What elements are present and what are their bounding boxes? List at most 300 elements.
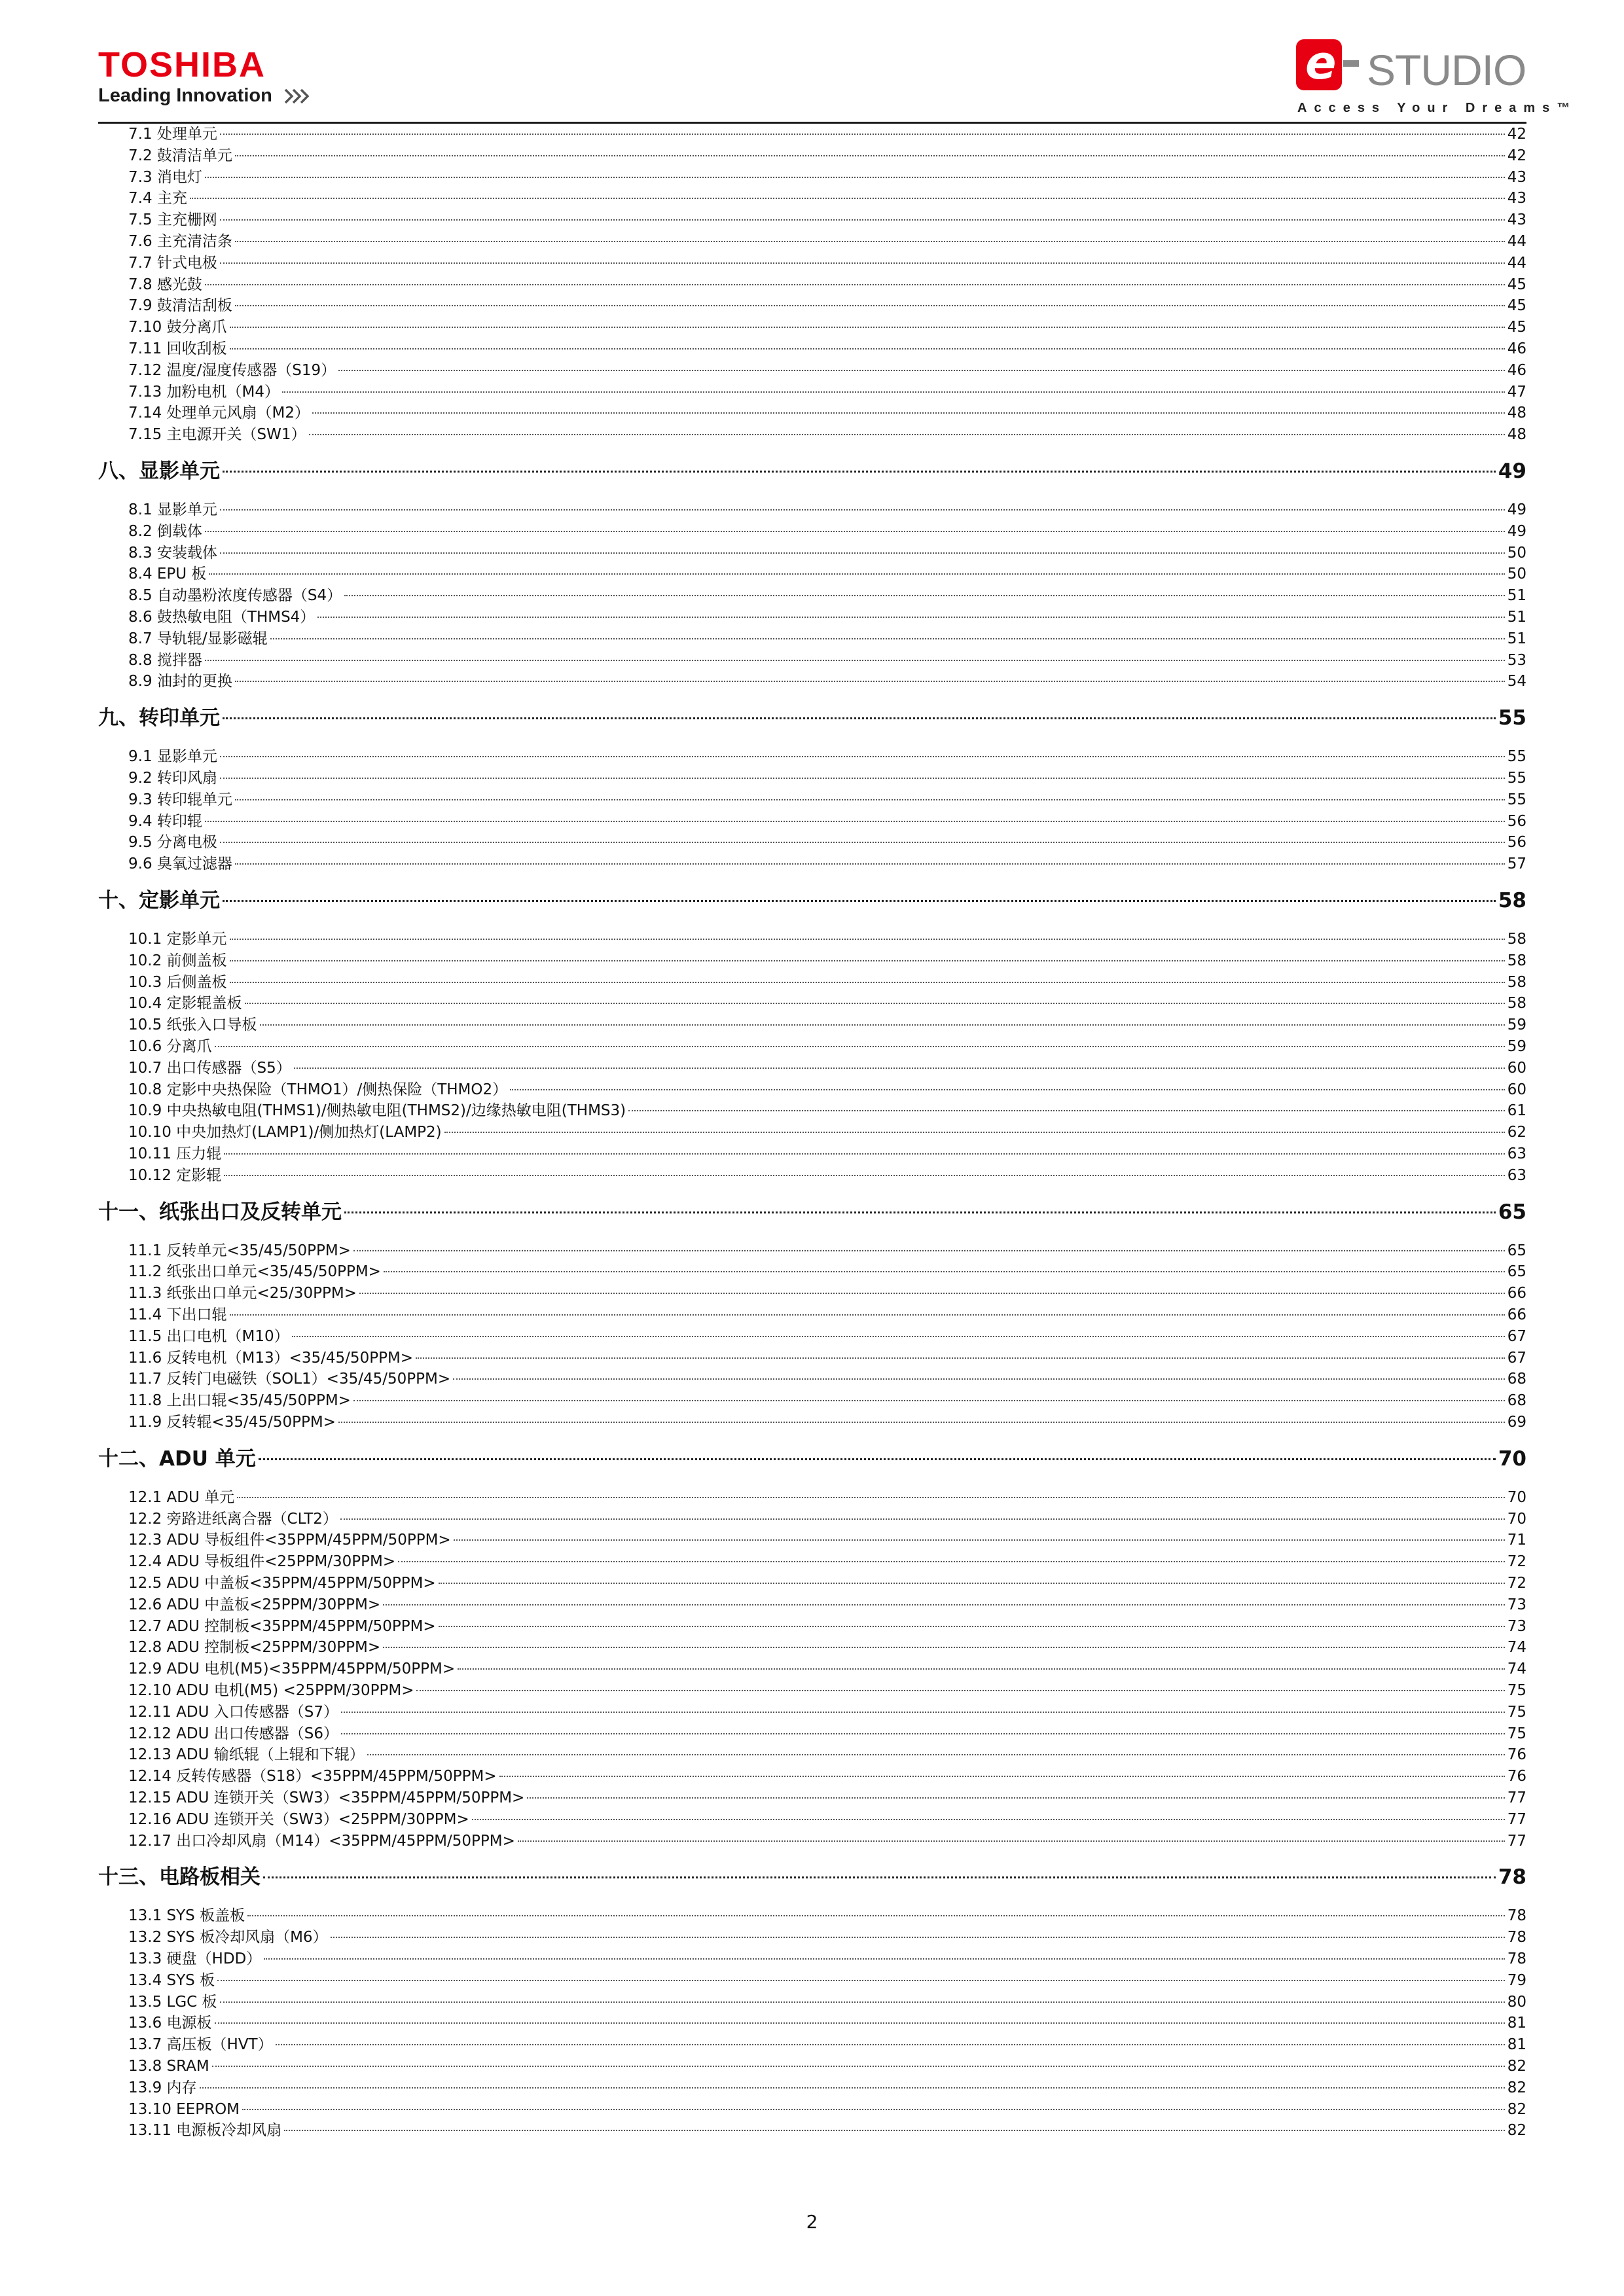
toc-page-number: 61 — [1507, 1102, 1526, 1120]
toc-entry-title: 10.11 压力辊 — [128, 1145, 222, 1162]
toc-page-number: 58 — [1507, 995, 1526, 1013]
toc-entry-title: 十一、纸张出口及反转单元 — [98, 1200, 342, 1224]
toc-dot-leader — [527, 1797, 1504, 1799]
toc-entry-title: 10.6 分离爪 — [128, 1038, 212, 1055]
toc-entry[interactable] — [128, 651, 1526, 670]
toc-page-number: 45 — [1507, 319, 1526, 336]
toc-entry-title: 13.6 电源板 — [128, 2015, 212, 2032]
toc-entry[interactable] — [128, 1724, 1526, 1744]
toc-page-number: 80 — [1507, 1993, 1526, 2011]
toc-entry-title: 10.2 前侧盖板 — [128, 952, 227, 969]
toc-dot-leader — [223, 471, 1496, 473]
toc-dot-leader — [338, 1422, 1505, 1423]
toc-dot-leader — [230, 327, 1505, 328]
toc-entry[interactable] — [128, 1992, 1526, 2012]
toc-entry-title: 12.2 旁路进纸离合器（CLT2） — [128, 1510, 338, 1528]
toc-entry-title: 13.5 LGC 板 — [128, 1993, 217, 2011]
toc-entry[interactable] — [128, 1327, 1526, 1346]
toc-entry[interactable] — [128, 146, 1526, 166]
toc-dot-leader — [331, 1937, 1505, 1938]
toc-page-number: 44 — [1507, 254, 1526, 272]
toc-entry[interactable] — [128, 124, 1526, 144]
toc-entry[interactable] — [128, 973, 1526, 992]
toc-chapter-entry[interactable] — [98, 888, 1526, 914]
toc-entry[interactable] — [128, 500, 1526, 520]
toc-entry[interactable] — [128, 2121, 1526, 2140]
toc-dot-leader — [212, 2066, 1505, 2067]
toc-dot-leader — [282, 391, 1505, 393]
toc-dot-leader — [235, 799, 1505, 800]
toc-dot-leader — [237, 1497, 1505, 1498]
toc-entry[interactable] — [128, 2013, 1526, 2033]
toc-entry[interactable] — [128, 1928, 1526, 1947]
toc-entry-title: 7.15 主电源开关（SW1） — [128, 426, 306, 444]
toc-entry-title: 7.1 处理单元 — [128, 126, 217, 143]
toc-entry[interactable] — [128, 543, 1526, 563]
toc-page-number: 51 — [1507, 609, 1526, 626]
toc-page-number: 65 — [1507, 1263, 1526, 1281]
toc-entry[interactable] — [128, 1488, 1526, 1507]
toc-page-number: 45 — [1507, 297, 1526, 315]
toc-page-number: 62 — [1507, 1124, 1526, 1141]
toc-entry[interactable] — [128, 672, 1526, 691]
toc-page-number: 55 — [1507, 791, 1526, 808]
toc-entry-title: 13.2 SYS 板冷却风扇（M6） — [128, 1929, 328, 1946]
e-studio-logo-mark — [1296, 34, 1365, 97]
toc-entry-title: 7.8 感光鼓 — [128, 276, 202, 293]
toc-entry-title: 十三、电路板相关 — [98, 1865, 261, 1890]
product-name: STUDIO — [1367, 46, 1526, 94]
toc-entry[interactable] — [128, 1831, 1526, 1851]
toc-dot-leader — [220, 552, 1505, 554]
toc-page-number: 82 — [1507, 2058, 1526, 2075]
toc-entry[interactable] — [128, 1058, 1526, 1078]
toc-dot-leader — [247, 1915, 1505, 1916]
toc-entry[interactable] — [128, 607, 1526, 627]
toc-dot-leader — [398, 1561, 1505, 1562]
svg-text:e: e — [1305, 36, 1337, 90]
toc-entry[interactable] — [128, 951, 1526, 971]
toc-dot-leader — [220, 778, 1505, 779]
toc-entry[interactable] — [128, 1241, 1526, 1261]
toc-chapter-entry[interactable] — [98, 1199, 1526, 1225]
toc-entry[interactable] — [128, 1745, 1526, 1765]
toc-page-number: 78 — [1507, 1950, 1526, 1967]
toc-dot-leader — [220, 842, 1505, 843]
toc-entry-title: 11.7 反转门电磁铁（SOL1）<35/45/50PPM> — [128, 1371, 451, 1388]
toc-page-number: 43 — [1507, 190, 1526, 207]
toc-entry[interactable] — [128, 1573, 1526, 1593]
toc-entry[interactable] — [128, 232, 1526, 251]
toc-page-number: 50 — [1507, 565, 1526, 583]
toc-entry[interactable] — [128, 1810, 1526, 1829]
toc-page-number: 70 — [1507, 1488, 1526, 1506]
toc-entry-title: 12.12 ADU 出口传感器（S6） — [128, 1725, 338, 1742]
toc-dot-leader — [416, 1357, 1505, 1359]
toc-page-number: 73 — [1507, 1596, 1526, 1613]
toc-dot-leader — [230, 1314, 1505, 1316]
toc-entry[interactable] — [128, 275, 1526, 295]
toc-dot-leader — [230, 939, 1505, 940]
toc-entry-title: 11.5 出口电机（M10） — [128, 1327, 289, 1345]
toc-dot-leader — [270, 638, 1505, 639]
toc-dot-leader — [230, 982, 1505, 983]
toc-entry[interactable] — [128, 339, 1526, 359]
toc-dot-leader — [338, 370, 1505, 371]
toc-dot-leader — [259, 1458, 1496, 1460]
toc-entry[interactable] — [128, 1391, 1526, 1410]
toc-dot-leader — [367, 1754, 1505, 1755]
toc-entry-title: 13.10 EEPROM — [128, 2100, 240, 2118]
toc-entry-title: 12.9 ADU 电机(M5)<35PPM/45PPM/50PPM> — [128, 1660, 456, 1678]
toc-entry-title: 12.7 ADU 控制板<35PPM/45PPM/50PPM> — [128, 1617, 436, 1635]
toc-chapter-entry[interactable] — [98, 1864, 1526, 1890]
toc-entry-title: 10.5 纸张入口导板 — [128, 1016, 257, 1034]
toc-page-number: 59 — [1507, 1038, 1526, 1055]
toc-dot-leader — [223, 900, 1496, 902]
toc-dot-leader — [340, 1518, 1505, 1520]
toc-page-number: 60 — [1507, 1059, 1526, 1077]
toc-entry-title: 八、显影单元 — [98, 459, 220, 483]
toc-entry[interactable] — [128, 1638, 1526, 1657]
toc-dot-leader — [235, 241, 1505, 242]
toc-dot-leader — [205, 531, 1505, 532]
toc-page-number: 55 — [1507, 748, 1526, 766]
toc-entry[interactable] — [128, 522, 1526, 541]
toc-entry[interactable] — [128, 768, 1526, 788]
toc-entry[interactable] — [128, 790, 1526, 810]
toc-entry[interactable] — [128, 1412, 1526, 1432]
toc-page-number: 70 — [1507, 1510, 1526, 1528]
toc-dot-leader — [245, 1003, 1505, 1004]
toc-entry[interactable] — [128, 425, 1526, 444]
toc-page-number: 63 — [1507, 1166, 1526, 1184]
toc-entry-title: 12.1 ADU 单元 — [128, 1488, 235, 1506]
toc-dot-leader — [499, 1776, 1505, 1777]
toc-dot-leader — [454, 1539, 1505, 1541]
toc-entry[interactable] — [128, 1166, 1526, 1185]
toc-dot-leader — [220, 134, 1505, 135]
toc-entry-title: 7.12 温度/湿度传感器（S19） — [128, 361, 336, 379]
toc-entry[interactable] — [128, 833, 1526, 852]
toc-entry[interactable] — [128, 210, 1526, 230]
toc-dot-leader — [220, 756, 1505, 757]
toc-entry[interactable] — [128, 1101, 1526, 1121]
toc-page-number: 49 — [1507, 522, 1526, 540]
toc-entry[interactable] — [128, 317, 1526, 337]
toc-entry-title: 十二、ADU 单元 — [98, 1446, 256, 1471]
toc-page-number: 74 — [1507, 1660, 1526, 1678]
toc-dot-leader — [341, 1712, 1505, 1713]
toc-entry-title: 9.2 转印风扇 — [128, 770, 217, 787]
toc-entry-title: 9.4 转印辊 — [128, 812, 202, 830]
toc-entry-title: 7.9 鼓清洁刮板 — [128, 297, 232, 315]
toc-dot-leader — [353, 1250, 1505, 1251]
toc-entry[interactable] — [128, 253, 1526, 273]
toc-dot-leader — [458, 1668, 1505, 1670]
toc-entry[interactable] — [128, 812, 1526, 831]
toc-entry-title: 8.8 搅拌器 — [128, 651, 202, 669]
toc-entry[interactable] — [128, 1144, 1526, 1164]
toc-entry-title: 11.2 纸张出口单元<35/45/50PPM> — [128, 1263, 381, 1281]
brand-tagline — [98, 86, 313, 105]
toc-entry[interactable] — [128, 188, 1526, 208]
toc-page-number: 58 — [1507, 952, 1526, 969]
toc-entry-title: 11.3 纸张出口单元<25/30PPM> — [128, 1285, 357, 1302]
toc-dot-leader — [215, 1046, 1505, 1047]
toc-entry[interactable] — [128, 1971, 1526, 1990]
toc-dot-leader — [230, 960, 1505, 961]
toc-page-number: 43 — [1507, 211, 1526, 229]
toc-entry-title: 9.1 显影单元 — [128, 748, 217, 766]
toc-dot-leader — [235, 681, 1505, 682]
toc-entry-title: 7.7 针式电极 — [128, 254, 217, 272]
toc-entry[interactable] — [128, 2056, 1526, 2076]
toc-dot-leader — [453, 1378, 1505, 1380]
toc-dot-leader — [223, 717, 1496, 719]
toc-entry[interactable] — [128, 1348, 1526, 1368]
tagline-text: Leading Innovation — [98, 85, 272, 106]
toc-entry-title: 10.8 定影中央热保险（THMO1）/侧热保险（THMO2） — [128, 1081, 508, 1098]
toc-dot-leader — [472, 1819, 1505, 1820]
toc-dot-leader — [309, 434, 1505, 435]
toc-entry[interactable] — [128, 586, 1526, 605]
toc-entry-title: 7.14 处理单元风扇（M2） — [128, 404, 310, 422]
toc-entry[interactable] — [128, 1530, 1526, 1550]
toc-dot-leader — [384, 1271, 1505, 1272]
toc-entry-title: 7.4 主充 — [128, 190, 187, 207]
toc-entry-title: 12.13 ADU 输纸辊（上辊和下辊） — [128, 1746, 365, 1764]
toc-page-number: 72 — [1507, 1575, 1526, 1592]
toc-entry-title: 8.4 EPU 板 — [128, 565, 207, 583]
toc-page-number: 54 — [1507, 673, 1526, 691]
toc-page-number: 79 — [1507, 1971, 1526, 1989]
toc-dot-leader — [205, 660, 1505, 661]
toc-page-number: 72 — [1507, 1553, 1526, 1571]
toc-entry-title: 12.17 出口冷却风扇（M14）<35PPM/45PPM/50PPM> — [128, 1832, 515, 1850]
toc-chapter-entry[interactable] — [98, 458, 1526, 484]
toc-dot-leader — [205, 177, 1505, 178]
toc-page-number: 66 — [1507, 1285, 1526, 1302]
toc-page-number: 55 — [1507, 770, 1526, 787]
toc-entry-title: 12.8 ADU 控制板<25PPM/30PPM> — [128, 1639, 381, 1657]
toc-dot-leader — [235, 863, 1505, 865]
toc-entry[interactable] — [128, 2078, 1526, 2098]
toc-entry-title: 13.9 内存 — [128, 2079, 197, 2096]
toshiba-logo — [98, 47, 373, 119]
toc-dot-leader — [224, 1175, 1505, 1176]
toc-entry-title: 12.3 ADU 导板组件<35PPM/45PPM/50PPM> — [128, 1532, 451, 1549]
toc-page-number: 70 — [1498, 1446, 1526, 1471]
toc-dot-leader — [205, 284, 1505, 285]
toc-dot-leader — [220, 2001, 1505, 2003]
toc-entry[interactable] — [128, 747, 1526, 766]
toc-page-number: 59 — [1507, 1016, 1526, 1034]
toc-dot-leader — [224, 1153, 1505, 1155]
toc-dot-leader — [217, 1980, 1505, 1981]
toc-entry[interactable] — [128, 1617, 1526, 1636]
toc-entry-title: 11.9 反转辊<35/45/50PPM> — [128, 1414, 336, 1431]
toc-entry[interactable] — [128, 929, 1526, 949]
toc-page-number: 69 — [1507, 1414, 1526, 1431]
toc-chapter-entry[interactable] — [98, 1446, 1526, 1472]
toc-page-number: 73 — [1507, 1617, 1526, 1635]
toc-entry[interactable] — [128, 1122, 1526, 1142]
toc-page-number: 46 — [1507, 361, 1526, 379]
toc-entry[interactable] — [128, 1659, 1526, 1679]
toc-page-number: 71 — [1507, 1532, 1526, 1549]
toc-entry-title: 10.4 定影辊盖板 — [128, 995, 242, 1013]
toc-page-number: 48 — [1507, 404, 1526, 422]
toc-entry-title: 8.9 油封的更换 — [128, 673, 232, 691]
toc-dot-leader — [439, 1583, 1505, 1584]
toc-entry-title: 12.16 ADU 连锁开关（SW3）<25PPM/30PPM> — [128, 1810, 469, 1828]
toc-page-number: 78 — [1507, 1907, 1526, 1925]
toc-dot-leader — [292, 1336, 1505, 1337]
toc-entry-title: 8.7 导轨辊/显影磁辊 — [128, 630, 268, 647]
toc-page-number: 82 — [1507, 2100, 1526, 2118]
toc-entry-title: 7.3 消电灯 — [128, 168, 202, 186]
toc-page-number: 53 — [1507, 651, 1526, 669]
toc-entry[interactable] — [128, 1305, 1526, 1325]
toc-page-number: 47 — [1507, 383, 1526, 401]
toc-dot-leader — [383, 1647, 1505, 1648]
toc-entry[interactable] — [128, 1037, 1526, 1056]
toc-entry[interactable] — [128, 854, 1526, 874]
toc-entry[interactable] — [128, 1552, 1526, 1571]
toc-dot-leader — [242, 2109, 1505, 2110]
toc-entry-title: 11.8 上出口辊<35/45/50PPM> — [128, 1392, 351, 1410]
toc-entry-title: 8.3 安装载体 — [128, 544, 217, 562]
toc-page-number: 66 — [1507, 1306, 1526, 1323]
toc-entry[interactable] — [128, 1369, 1526, 1389]
toc-dot-leader — [317, 617, 1504, 618]
toc-entry-title: 11.4 下出口辊 — [128, 1306, 227, 1323]
toc-entry-title: 7.5 主充栅网 — [128, 211, 217, 229]
toc-page-number: 77 — [1507, 1832, 1526, 1850]
toc-entry-title: 13.3 硬盘（HDD） — [128, 1950, 262, 1967]
toc-entry-title: 10.1 定影单元 — [128, 931, 227, 948]
toc-entry-title: 10.10 中央加热灯(LAMP1)/侧加热灯(LAMP2) — [128, 1124, 442, 1141]
toc-page-number: 56 — [1507, 812, 1526, 830]
toc-entry[interactable] — [128, 296, 1526, 315]
toc-page-number: 58 — [1498, 889, 1526, 912]
toc-page-number: 43 — [1507, 168, 1526, 186]
toc-dot-leader — [383, 1604, 1505, 1605]
toc-dot-leader — [209, 573, 1504, 575]
toc-page-number: 78 — [1507, 1929, 1526, 1946]
toc-dot-leader — [235, 305, 1505, 306]
toc-dot-leader — [220, 509, 1505, 511]
toc-entry[interactable] — [128, 1788, 1526, 1808]
toc-entry[interactable] — [128, 2100, 1526, 2119]
toc-entry[interactable] — [128, 629, 1526, 649]
toc-entry-title: 12.4 ADU 导板组件<25PPM/30PPM> — [128, 1553, 396, 1571]
toc-dot-leader — [284, 2130, 1505, 2131]
toc-page-number: 65 — [1507, 1242, 1526, 1259]
toc-entry-title: 12.15 ADU 连锁开关（SW3）<35PPM/45PPM/50PPM> — [128, 1789, 525, 1806]
toc-entry[interactable] — [128, 168, 1526, 187]
toc-entry-title: 7.11 回收刮板 — [128, 340, 227, 357]
toc-page-number: 58 — [1507, 931, 1526, 948]
toc-entry[interactable] — [128, 1681, 1526, 1700]
toc-page-number: 60 — [1507, 1081, 1526, 1098]
toc-page-number: 49 — [1507, 501, 1526, 518]
toc-page-number: 42 — [1507, 126, 1526, 143]
toc-entry[interactable] — [128, 2035, 1526, 2054]
toc-entry[interactable] — [128, 1015, 1526, 1035]
toc-entry[interactable] — [128, 1283, 1526, 1303]
toc-entry-title: 9.3 转印辊单元 — [128, 791, 232, 808]
toc-dot-leader — [341, 1733, 1505, 1734]
toc-entry-title: 13.7 高压板（HVT） — [128, 2036, 273, 2054]
toc-entry[interactable] — [128, 1080, 1526, 1100]
toc-entry[interactable] — [128, 994, 1526, 1013]
toc-page-number: 75 — [1507, 1682, 1526, 1699]
toc-entry-title: 10.3 后侧盖板 — [128, 973, 227, 991]
product-slogan: Access Your Dreams™ — [1297, 101, 1578, 115]
toc-entry-title: 8.6 鼓热敏电阻（THMS4） — [128, 609, 316, 626]
toc-dot-leader — [230, 348, 1505, 350]
toc-page-number: 49 — [1498, 459, 1526, 483]
toc-entry[interactable] — [128, 1702, 1526, 1722]
toc-entry-title: 10.9 中央热敏电阻(THMS1)/侧热敏电阻(THMS2)/边缘热敏电阻(THMS3) — [128, 1102, 626, 1120]
toc-page-number: 58 — [1507, 973, 1526, 991]
toc-dot-leader — [200, 2087, 1505, 2089]
toc-dot-leader — [628, 1110, 1505, 1111]
toc-entry[interactable] — [128, 1595, 1526, 1615]
toc-page-number: 68 — [1507, 1371, 1526, 1388]
toc-page-number: 55 — [1498, 706, 1526, 730]
toc-entry[interactable] — [128, 1262, 1526, 1282]
toc-entry[interactable] — [128, 1949, 1526, 1969]
toc-entry-title: 7.13 加粉电机（M4） — [128, 383, 280, 401]
toc-page-number: 75 — [1507, 1725, 1526, 1742]
toc-dot-leader — [276, 2044, 1505, 2045]
toc-page-number: 65 — [1498, 1200, 1526, 1224]
toc-page-number: 51 — [1507, 587, 1526, 605]
toc-page-number: 51 — [1507, 630, 1526, 647]
toc-entry-title: 13.4 SYS 板 — [128, 1971, 215, 1989]
toc-dot-leader — [263, 1876, 1496, 1878]
toc-entry-title: 九、转印单元 — [98, 706, 220, 730]
toc-entry[interactable] — [128, 1509, 1526, 1529]
toc-entry[interactable] — [128, 403, 1526, 423]
toc-page-number: 74 — [1507, 1639, 1526, 1657]
brand-name: TOSHIBA — [98, 45, 266, 84]
toc-dot-leader — [220, 219, 1505, 221]
toc-entry[interactable] — [128, 361, 1526, 380]
toc-entry-title: 10.7 出口传感器（S5） — [128, 1059, 291, 1077]
toc-page-number: 67 — [1507, 1349, 1526, 1367]
toc-dot-leader — [344, 1211, 1496, 1213]
toc-dot-leader — [518, 1840, 1505, 1842]
toc-entry[interactable] — [128, 382, 1526, 402]
toc-entry-title: 10.12 定影辊 — [128, 1166, 222, 1184]
toc-entry[interactable] — [128, 1767, 1526, 1786]
toc-entry[interactable] — [128, 1906, 1526, 1926]
toc-entry[interactable] — [128, 564, 1526, 584]
toc-entry-title: 8.1 显影单元 — [128, 501, 217, 518]
toc-page-number: 77 — [1507, 1789, 1526, 1806]
toc-dot-leader — [260, 1024, 1505, 1026]
toc-entry-title: 十、定影单元 — [98, 889, 220, 912]
toc-chapter-entry[interactable] — [98, 705, 1526, 731]
toc-entry-title: 12.14 反转传感器（S18）<35PPM/45PPM/50PPM> — [128, 1768, 497, 1785]
toc-dot-leader — [215, 2022, 1505, 2024]
toc-page-number: 67 — [1507, 1327, 1526, 1345]
toc-dot-leader — [353, 1400, 1505, 1401]
